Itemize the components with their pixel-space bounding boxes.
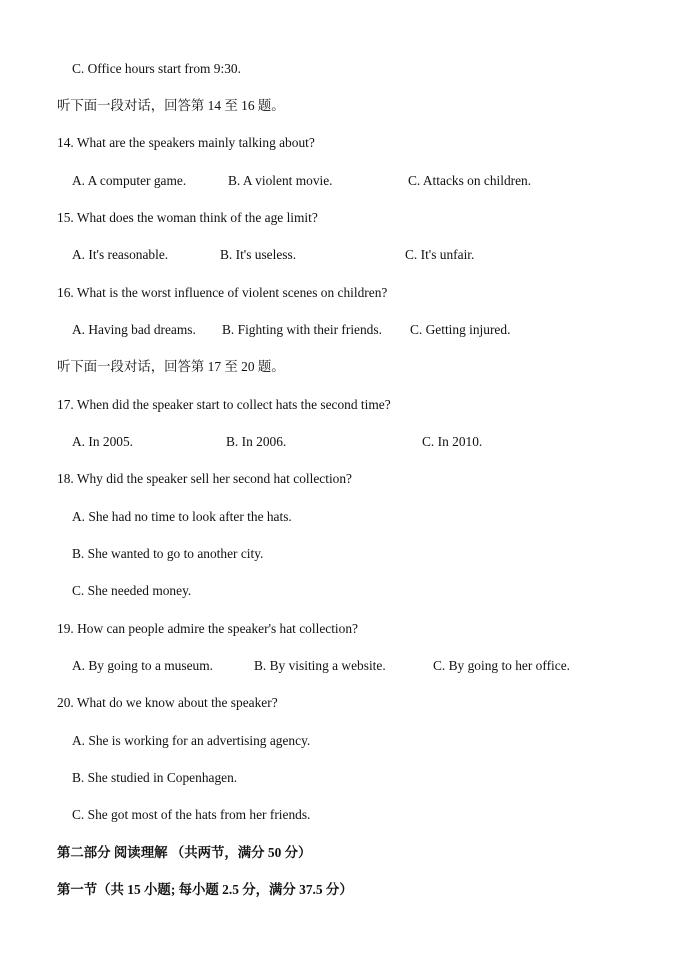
question-17: 17. When did the speaker start to collect hats the second time? <box>57 397 391 412</box>
question-14-option-b: B. A violent movie. <box>228 173 333 188</box>
question-18-option-c: C. She needed money. <box>72 583 192 598</box>
question-16-option-b: B. Fighting with their friends. <box>222 322 382 337</box>
question-20-option-a: A. She is working for an advertising agency. <box>72 733 311 748</box>
question-18-option-a: A. She had no time to look after the hats. <box>72 509 292 524</box>
question-18-option-b: B. She wanted to go to another city. <box>72 546 264 561</box>
listening-instruction-17-20: 听下面一段对话，回答第 17 至 20 题。 <box>57 359 285 374</box>
question-17-option-c: C. In 2010. <box>422 434 483 449</box>
question-15-option-c: C. It's unfair. <box>405 247 475 262</box>
question-16-option-c: C. Getting injured. <box>410 322 511 337</box>
question-14-option-c: C. Attacks on children. <box>408 173 532 188</box>
question-19-option-c: C. By going to her office. <box>433 658 570 673</box>
question-15-option-a: A. It's reasonable. <box>72 247 169 262</box>
part-two-heading: 第二部分 阅读理解 （共两节，满分 50 分） <box>57 845 312 860</box>
question-16: 16. What is the worst influence of violent scenes on children? <box>57 285 388 300</box>
question-14-option-a: A. A computer game. <box>72 173 187 188</box>
question-17-option-b: B. In 2006. <box>226 434 287 449</box>
question-15: 15. What does the woman think of the age limit? <box>57 210 318 225</box>
question-18: 18. Why did the speaker sell her second hat collection? <box>57 471 352 486</box>
question-19: 19. How can people admire the speaker's hat collection? <box>57 621 358 636</box>
question-16-option-a: A. Having bad dreams. <box>72 322 196 337</box>
question-14: 14. What are the speakers mainly talking about? <box>57 135 315 150</box>
question-20: 20. What do we know about the speaker? <box>57 695 278 710</box>
question-17-option-a: A. In 2005. <box>72 434 133 449</box>
listening-instruction-14-16: 听下面一段对话，回答第 14 至 16 题。 <box>57 98 285 113</box>
question-19-option-b: B. By visiting a website. <box>254 658 386 673</box>
previous-option-c: C. Office hours start from 9:30. <box>72 61 241 76</box>
section-one-heading: 第一节（共 15 小题; 每小题 2.5 分，满分 37.5 分） <box>57 882 353 897</box>
question-19-option-a: A. By going to a museum. <box>72 658 213 673</box>
question-20-option-b: B. She studied in Copenhagen. <box>72 770 238 785</box>
question-20-option-c: C. She got most of the hats from her friends. <box>72 807 311 822</box>
question-15-option-b: B. It's useless. <box>220 247 297 262</box>
